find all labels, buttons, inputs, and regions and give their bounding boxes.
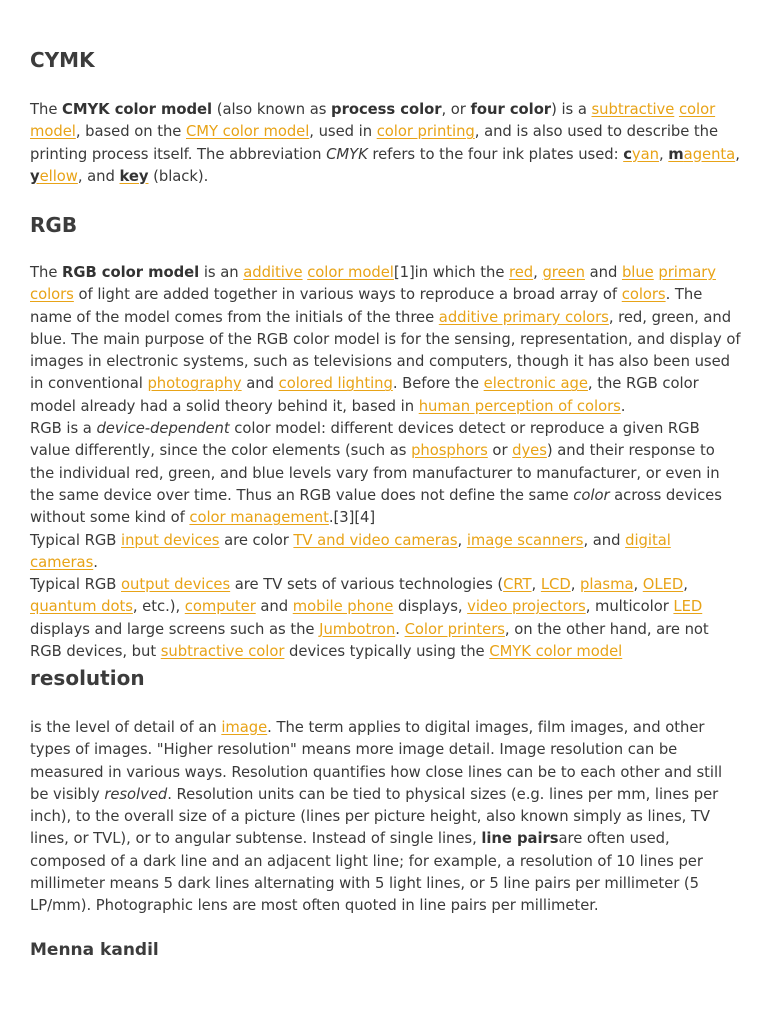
link-digital-cameras[interactable]: digital cameras xyxy=(30,531,671,571)
link-human-perception-of-colors[interactable]: human perception of colors xyxy=(418,397,621,415)
text: is the level of detail of an xyxy=(30,719,222,736)
text: , xyxy=(570,576,580,594)
cymk-paragraph xyxy=(30,99,742,188)
text: color model: different devices detect or reproduce a given RGB value differently, since the color elements (such as xyxy=(30,420,700,460)
text: , and xyxy=(583,531,626,549)
link-color-printing[interactable]: color printing xyxy=(376,123,475,141)
link-magenta[interactable] xyxy=(668,146,735,163)
text: are color xyxy=(219,531,294,549)
text: , on the other hand, are not RGB devices, but xyxy=(30,620,709,661)
text: , red, green, and blue. The main purpose of the RGB color model is for the sensing, representation, and display of images in electronic systems, such as televisions and computers, though it has also been used in conventional xyxy=(30,308,741,393)
text: ) is a xyxy=(551,101,592,118)
section-title-resolution: resolution xyxy=(30,666,145,690)
text: and xyxy=(241,375,279,393)
rgb-paragraph-1 xyxy=(30,262,742,418)
link-cyan-rest: yan xyxy=(631,145,659,163)
text: , xyxy=(457,531,467,549)
text: displays and large screens such as the xyxy=(30,620,320,638)
text: , or xyxy=(441,101,471,118)
rgb-section-body xyxy=(30,262,742,663)
text: [1]in which the xyxy=(393,264,510,281)
link-image-scanners[interactable]: image scanners xyxy=(466,531,584,549)
link-additive[interactable]: additive xyxy=(243,264,303,281)
text: , etc.), xyxy=(132,598,185,616)
link-color-model[interactable]: color model xyxy=(30,101,716,141)
text: , multicolor xyxy=(585,598,674,616)
text: (black). xyxy=(148,167,209,185)
term-resolved: resolved xyxy=(104,785,168,803)
link-color-model[interactable]: color model xyxy=(307,264,394,281)
text: , xyxy=(533,264,543,281)
text: The xyxy=(30,101,63,118)
text: . Before the xyxy=(392,375,484,393)
term-device-dependent: device-dependent xyxy=(96,420,230,438)
rgb-paragraph-3 xyxy=(30,530,742,575)
link-cmy-color-model[interactable]: CMY color model xyxy=(185,123,310,141)
link-quantum-dots[interactable]: quantum dots xyxy=(30,598,133,616)
text: across devices without some kind of xyxy=(30,486,722,527)
link-led[interactable]: LED xyxy=(673,598,703,616)
link-key-label: key xyxy=(119,167,149,185)
text: , xyxy=(531,576,541,594)
text: , and is also used to describe the printing process itself. The abbreviation xyxy=(30,123,719,163)
text: , based on the xyxy=(75,123,186,141)
link-yellow[interactable] xyxy=(30,168,78,185)
link-input-devices[interactable]: input devices xyxy=(121,531,220,549)
text: , the RGB color model already had a solid theory behind it, based in xyxy=(30,375,699,415)
term-color: color xyxy=(573,486,610,504)
link-red[interactable]: red xyxy=(509,264,534,281)
text: refers to the four ink plates used: xyxy=(367,145,624,163)
rgb-paragraph-4 xyxy=(30,574,742,663)
link-yellow-rest: ellow xyxy=(39,167,78,185)
section-title-cymk: CYMK xyxy=(30,48,95,72)
text: . The name of the model comes from the initials of the three xyxy=(30,286,703,326)
link-output-devices[interactable]: output devices xyxy=(121,576,231,594)
text: . xyxy=(93,553,98,571)
text: Typical RGB xyxy=(30,531,122,549)
text: , xyxy=(633,576,643,594)
link-subtractive[interactable]: subtractive xyxy=(591,101,675,118)
link-computer[interactable]: computer xyxy=(184,598,256,616)
link-cmyk-color-model[interactable]: CMYK color model xyxy=(489,643,623,661)
text: or xyxy=(487,442,513,460)
link-phosphors[interactable]: phosphors xyxy=(411,442,488,460)
text: Typical RGB xyxy=(30,576,122,594)
resolution-paragraph xyxy=(30,717,742,918)
text: (also known as xyxy=(212,101,332,118)
link-plasma[interactable]: plasma xyxy=(580,576,634,594)
text: and xyxy=(255,598,293,616)
text: , xyxy=(658,145,669,163)
text: .[3][4] xyxy=(328,509,376,527)
text: , xyxy=(683,576,688,594)
text: RGB is a xyxy=(30,420,97,438)
link-magenta-rest: agenta xyxy=(683,145,736,163)
author-name: Menna kandil xyxy=(30,940,159,960)
link-electronic-age[interactable]: electronic age xyxy=(483,375,588,393)
link-key[interactable] xyxy=(120,168,149,185)
text: is an xyxy=(199,264,244,281)
text: are often used, composed of a dark line and an adjacent light line; for example, a resolution of 10 lines per millimeter means 5 dark lines alternating with 5 light lines, or 5 line pairs per millimeter (5 LP/mm). Photographic lens are most often quoted in line pairs per millimeter. xyxy=(30,830,703,915)
text: , and xyxy=(77,167,120,185)
link-subtractive-color[interactable]: subtractive color xyxy=(160,643,285,661)
term-cmyk: CMYK xyxy=(326,145,368,163)
link-colors[interactable]: colors xyxy=(621,286,666,304)
text: ) and their response to the individual red, green, and blue levels vary from manufacturer to manufacturer, or even in the same device over time. Thus an RGB value does not define the same xyxy=(30,442,720,504)
term-process-color: process color xyxy=(331,101,442,118)
link-dyes[interactable]: dyes xyxy=(512,442,547,460)
text: . xyxy=(620,397,626,415)
term-cmyk-color-model: CMYK color model xyxy=(62,101,213,118)
text: displays, xyxy=(393,598,468,616)
text: devices typically using the xyxy=(284,643,490,661)
text: , used in xyxy=(309,123,377,141)
link-crt[interactable]: CRT xyxy=(503,576,532,594)
term-four-color: four color xyxy=(470,101,552,118)
link-color-printers[interactable]: Color printers xyxy=(404,620,505,638)
text: and xyxy=(584,264,622,281)
link-cyan-initial: c xyxy=(623,145,632,163)
text: . xyxy=(395,620,405,638)
term-line-pairs: line pairs xyxy=(481,830,559,848)
text: The xyxy=(30,264,63,281)
rgb-paragraph-2 xyxy=(30,418,742,529)
link-cyan[interactable] xyxy=(623,146,659,163)
link-tv-and-video-cameras[interactable]: TV and video cameras xyxy=(293,531,458,549)
link-magenta-initial: m xyxy=(668,145,684,163)
link-yellow-initial: y xyxy=(30,167,40,185)
link-jumbotron[interactable]: Jumbotron xyxy=(319,620,396,638)
link-colored-lighting[interactable]: colored lighting xyxy=(278,375,393,393)
link-oled[interactable]: OLED xyxy=(642,576,684,594)
link-additive-primary-colors[interactable]: additive primary colors xyxy=(438,308,609,326)
text: . Resolution units can be tied to physical sizes (e.g. lines per mm, lines per inch), to the overall size of a picture (lines per picture height, also known simply as lines, TV lines, or TVL), or to angular subtense. Instead of single lines, xyxy=(30,785,719,848)
term-rgb-color-model: RGB color model xyxy=(62,264,200,281)
link-primary-colors[interactable]: primary colors xyxy=(30,264,716,304)
link-photography[interactable]: photography xyxy=(147,375,242,393)
link-image[interactable]: image xyxy=(221,719,268,736)
text: , xyxy=(735,145,740,163)
link-video-projectors[interactable]: video projectors xyxy=(467,598,586,616)
link-color-management[interactable]: color management xyxy=(189,509,329,527)
text: are TV sets of various technologies ( xyxy=(230,576,504,594)
link-green[interactable]: green xyxy=(542,264,585,281)
link-mobile-phone[interactable]: mobile phone xyxy=(292,598,394,616)
link-blue[interactable]: blue xyxy=(621,264,654,281)
text: . The term applies to digital images, film images, and other types of images. "Higher resolution" means more image detail. Image resolution can be measured in various ways. Resolution quantifies how close lines can be to each other and still be visibly xyxy=(30,719,723,803)
link-lcd[interactable]: LCD xyxy=(540,576,571,594)
text: of light are added together in various ways to reproduce a broad array of xyxy=(73,286,622,304)
section-title-rgb: RGB xyxy=(30,213,78,237)
